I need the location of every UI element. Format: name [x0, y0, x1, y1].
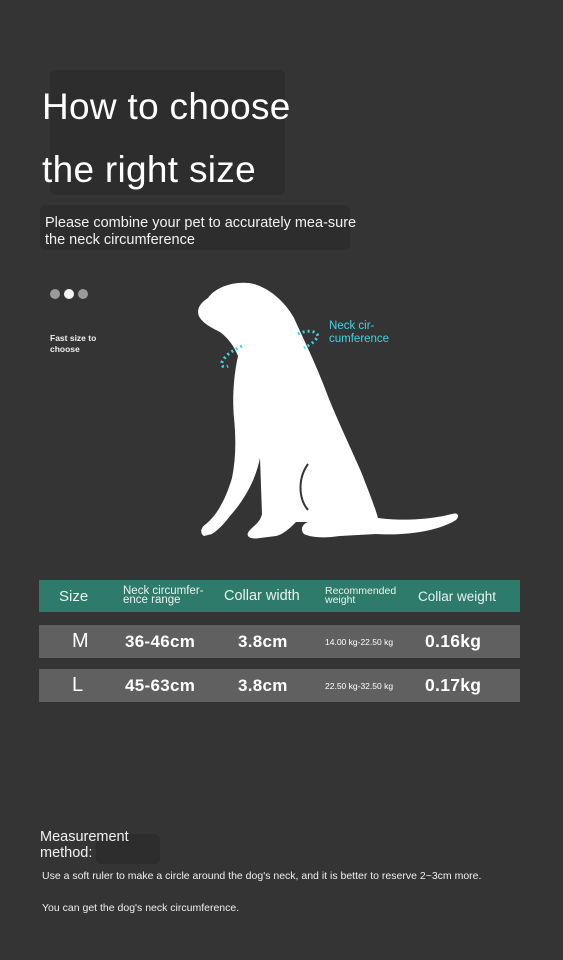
header-recommended-weight: Recommended weight: [325, 585, 397, 606]
measurement-result-note: You can get the dog's neck circumference.: [42, 902, 240, 914]
header-neck-range: Neck circumfer-ence range: [123, 585, 204, 606]
header-collar-weight: Collar weight: [418, 588, 497, 604]
page-title-line-1: How to choose: [42, 86, 291, 127]
table-row[interactable]: [39, 669, 520, 702]
page-subtitle: Please combine your pet to accurately mea-sure the neck circumference: [45, 215, 357, 248]
carousel-dot[interactable]: [78, 289, 88, 299]
fast-size-label: Fast size to choose: [50, 333, 97, 354]
size-table-header: [39, 580, 520, 612]
cell-collar-width: 3.8cm: [238, 631, 288, 651]
measurement-instruction: Use a soft ruler to make a circle around the dog's neck, and it is better to reserve 2~3cm more.: [42, 870, 482, 882]
table-row[interactable]: [39, 625, 520, 658]
page-title-line-2: the right size: [42, 149, 256, 190]
cell-collar-width: 3.8cm: [238, 675, 288, 695]
neck-circumference-label: Neck cir-cumference: [329, 320, 390, 345]
header-collar-width: Collar width: [224, 588, 300, 604]
dog-silhouette-illustration: [190, 278, 465, 546]
cell-recommended-weight: 14.00 kg-22.50 kg: [325, 636, 394, 647]
cell-size: M: [72, 630, 89, 652]
header-size: Size: [59, 587, 89, 605]
carousel-dot-active[interactable]: [64, 289, 74, 299]
cell-collar-weight: 0.16kg: [425, 631, 482, 651]
cell-size: L: [72, 674, 84, 696]
cell-collar-weight: 0.17kg: [425, 675, 482, 695]
cell-recommended-weight: 22.50 kg-32.50 kg: [325, 680, 394, 691]
cell-neck-range: 45-63cm: [125, 675, 196, 695]
measurement-method-title: Measurement method:: [40, 829, 129, 861]
carousel-dot[interactable]: [50, 289, 60, 299]
carousel-dots: [50, 289, 88, 299]
cell-neck-range: 36-46cm: [125, 631, 196, 651]
